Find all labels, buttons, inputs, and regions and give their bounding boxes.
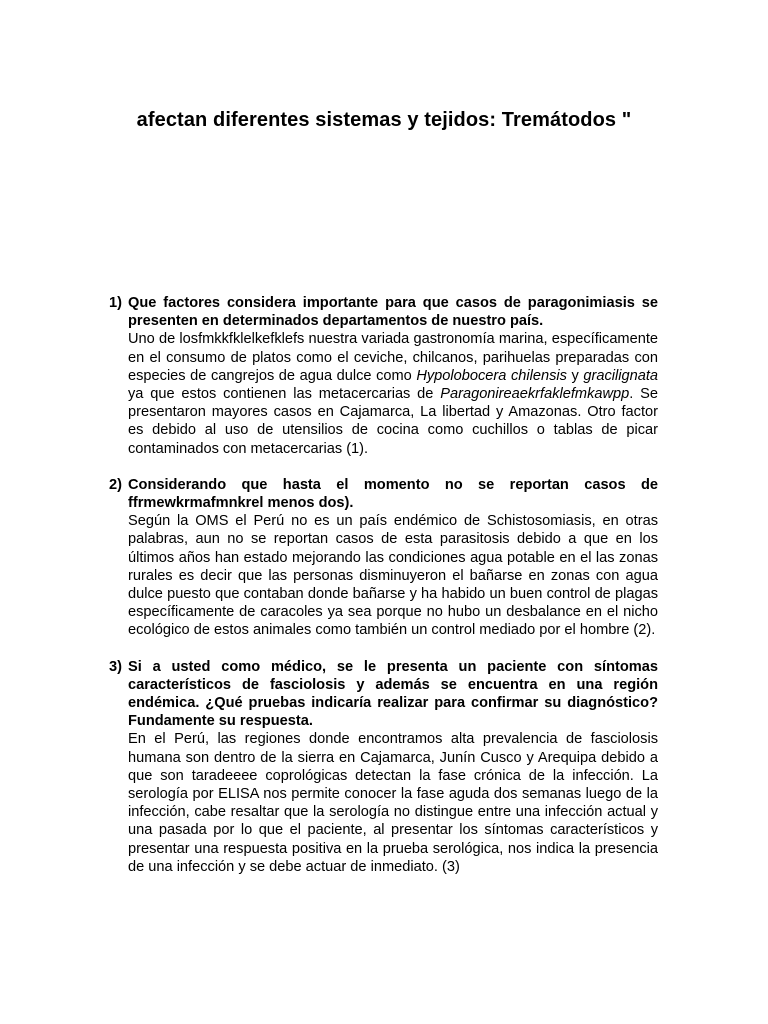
question-item-1 [109, 294, 658, 458]
question-text: Si a usted como médico, se le presenta un paciente con síntomas característicos de fasciolosis y además se encuentra en una región endémica. ¿Qué pruebas indicaría realizar para confirmar su diagnóstico? Fundamente su respuesta. [128, 658, 658, 730]
question-text: Que factores considera importante para que casos de paragonimiasis se presenten en determinados departamentos de nuestro país. [128, 295, 658, 330]
question-number: 2) [109, 476, 122, 493]
answer-text-segment: Uno de losfmkkfklelkefklefs nuestra variada gastronomía marina, específicamente en el consumo de platos como el ceviche, chilcanos, parihuelas preparadas con especies de cangrejos de agua dulce como [128, 331, 658, 384]
answer-text: Según la OMS el Perú no es un país endémico de Schistosomiasis, en otras palabras, aun no se reportan casos de esta parasitosis debido a que en los últimos años han estado mejorando las condiciones agua potable en el las zonas rurales es decir que las personas disminuyeron el bañarse en zonas con agua dulce puesto que contaban donde bañarse y ha habido un buen control de plagas específicamente de caracoles ya sea porque no hubo un desbalance en el nicho ecológico de estos animales como también un control mediado por el hombre (2). [128, 513, 658, 639]
question-number: 3) [109, 658, 122, 675]
answer-text-segment: . Se presentaron mayores casos en Cajamarca, La libertad y Amazonas. Otro factor es debido al uso de utensilios de cocina como cuchillos o tablas de picar contaminados con metacercarias (1). [128, 386, 658, 457]
question-text: Considerando que hasta el momento no se reportan casos de ffrmewkrmafmnkrel menos dos). [128, 476, 658, 512]
species-name: Hypolobocera chilensis [416, 367, 567, 384]
question-number: 1) [109, 295, 122, 311]
answer-text-segment: y [566, 367, 584, 384]
species-name: gracilignata [583, 367, 659, 384]
answer-text-segment: ya que estos contienen las metacercarias de [128, 386, 441, 403]
answer-text [128, 330, 658, 457]
question-item-2 [109, 476, 658, 640]
question-item-3 [109, 658, 658, 876]
document-title: afectan diferentes sistemas y tejidos: Tremátodos " [136, 109, 632, 131]
species-name: Paragonireaekrfaklefmkawpp [440, 386, 630, 403]
question-list [109, 294, 658, 894]
answer-text: En el Perú, las regiones donde encontramos alta prevalencia de fasciolosis humana son dentro de la sierra en Cajamarca, Junín Cusco y Arequipa debido a que son taradeeee coprológicas detectan la fase crónica de la infección. La serología por ELISA nos permite conocer la fase aguda dos semanas luego de la infección, cabe resaltar que la serología no distingue entre una infección actual y una pasada por lo que el paciente, al presentar los síntomas característicos y presentar una respuesta positiva en la prueba serológica, nos indica la presencia de una infección y se debe actuar de inmediato. (3) [128, 731, 658, 875]
